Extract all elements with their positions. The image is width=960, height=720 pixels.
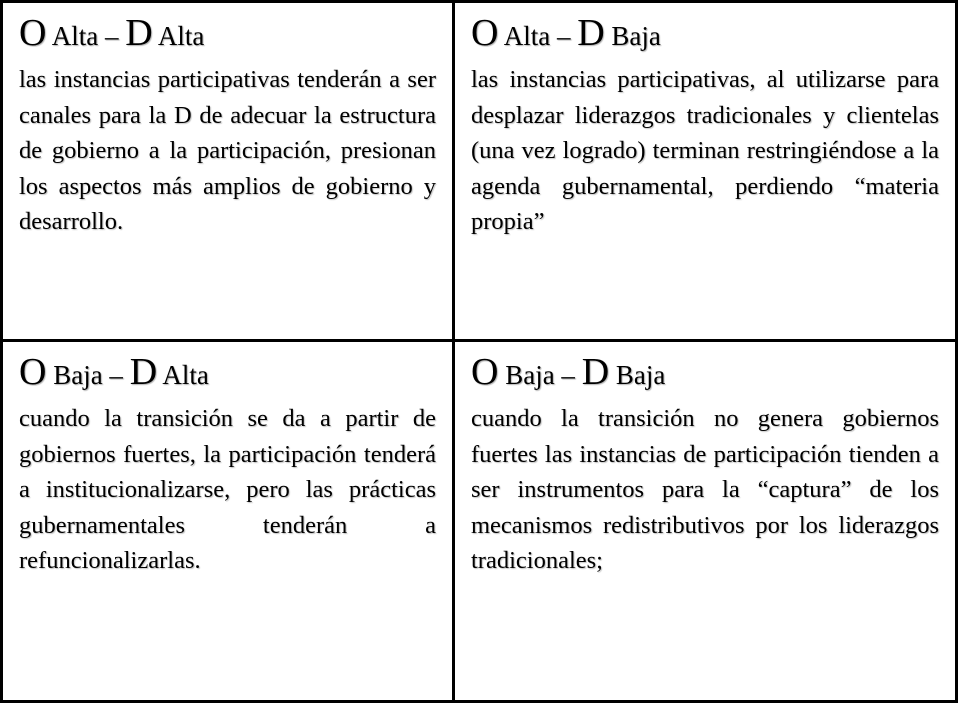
cell-o-alta-d-alta — [3, 3, 452, 339]
heading-letter-d: D — [581, 351, 610, 393]
heading-letter-o: O — [19, 12, 47, 54]
heading-letter-o: O — [19, 351, 47, 393]
cell-o-baja-d-alta — [3, 339, 452, 700]
heading-level-d: Baja — [609, 360, 666, 390]
heading-level-d: Alta — [157, 360, 209, 390]
heading-level-o: Alta – — [46, 21, 126, 51]
heading-letter-o: O — [471, 12, 499, 54]
heading-level-o: Baja – — [46, 360, 130, 390]
cell-heading — [19, 352, 436, 395]
cell-o-alta-d-baja — [452, 3, 955, 339]
heading-letter-d: D — [129, 351, 158, 393]
cell-body-text: cuando la transición se da a partir de gobiernos fuertes, la participación tenderá a institucionalizarse, pero las prácticas gubernamentales tenderán a refuncionalizarlas. — [19, 405, 436, 574]
cell-heading — [471, 352, 939, 395]
heading-letter-d: D — [577, 12, 605, 54]
cell-heading — [19, 13, 436, 56]
heading-level-o: Alta – — [498, 21, 578, 51]
cell-body-text: las instancias participativas tenderán a ser canales para la D de adecuar la estructura de gobierno a la participación, presionan los aspectos más amplios de gobierno y desarrollo. — [19, 66, 436, 235]
cell-body-text: cuando la transición no genera gobiernos fuertes las instancias de participación tienden a ser instrumentos para la “captura” de los mecanismos redistributivos por los liderazgos tradicionales; — [471, 405, 939, 574]
cell-body-text: las instancias participativas, al utilizarse para desplazar liderazgos tradicionales y clientelas (una vez logrado) terminan restringiéndose a la agenda gubernamental, perdiendo “materia propia” — [471, 66, 939, 235]
heading-level-d: Alta — [152, 21, 205, 51]
heading-level-d: Baja — [604, 21, 661, 51]
cell-o-baja-d-baja — [452, 339, 955, 700]
cell-heading — [471, 13, 939, 56]
heading-level-o: Baja – — [498, 360, 582, 390]
heading-letter-d: D — [125, 12, 153, 54]
heading-letter-o: O — [471, 351, 499, 393]
